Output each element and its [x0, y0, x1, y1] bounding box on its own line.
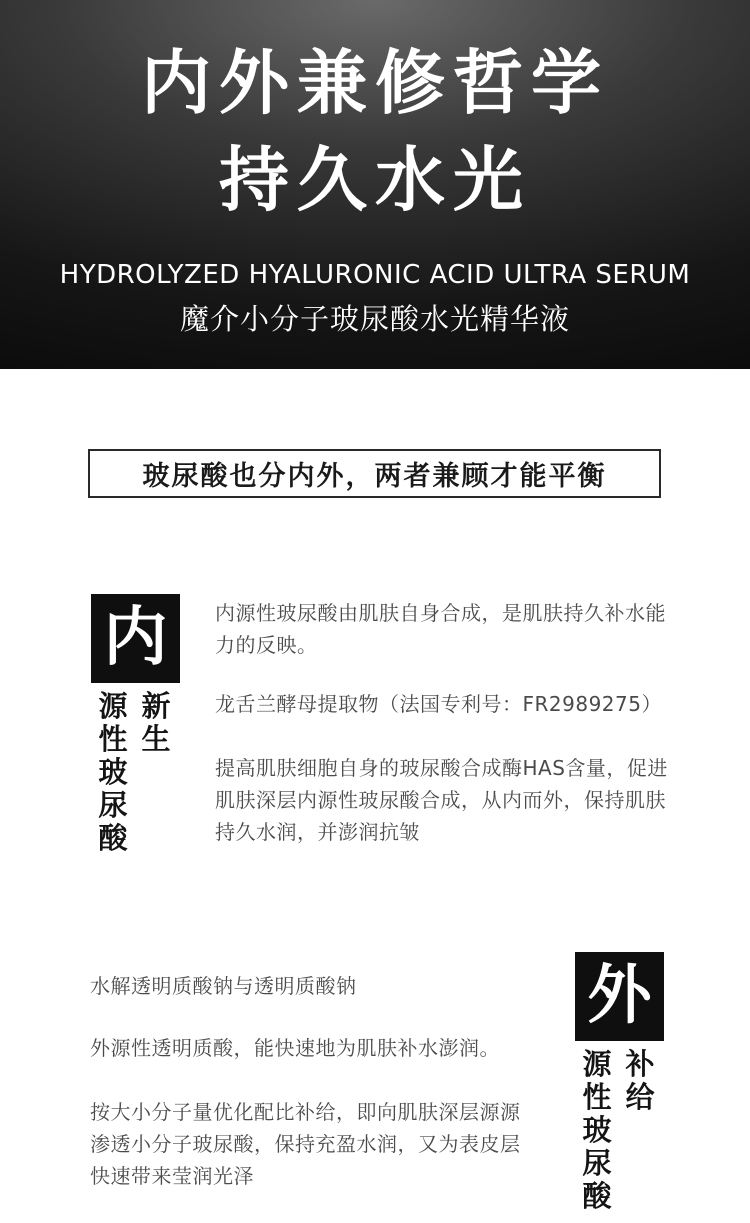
outer-paragraph-2: 外源性透明质酸，能快速地为肌肤补水澎润。 [90, 1036, 500, 1060]
product-name-english: HYDROLYZED HYALURONIC ACID ULTRA SERUM [59, 260, 691, 290]
inner-paragraph-1: 内源性玻尿酸由肌肤自身合成，是肌肤持久补水能力的反映。 [215, 601, 666, 657]
inner-badge: 内 [91, 594, 180, 683]
inner-vertical-label-a: 源性玻尿酸 [98, 689, 128, 855]
outer-paragraph-3: 按大小分子量优化配比补给，即向肌肤深层源源渗透小分子玻尿酸，保持充盈水润，又为表皮层快速带来莹润光泽 [90, 1100, 521, 1188]
product-name-chinese: 魔介小分子玻尿酸水光精华液 [179, 302, 570, 336]
outer-badge: 外 [575, 952, 664, 1041]
title-line-2: 持久水光 [219, 139, 531, 221]
hero-banner [0, 0, 750, 369]
section-heading: 玻尿酸也分内外，两者兼顾才能平衡 [88, 449, 661, 498]
outer-vertical-label-a: 源性玻尿酸 [582, 1047, 612, 1213]
outer-paragraph-1: 水解透明质酸钠与透明质酸钠 [90, 974, 357, 998]
outer-vertical-label-b: 补给 [625, 1047, 655, 1114]
title-line-1: 内外兼修哲学 [141, 42, 609, 124]
inner-paragraph-3: 提高肌肤细胞自身的玻尿酸合成酶HAS含量，促进肌肤深层内源性玻尿酸合成，从内而外，保持肌肤持久水润，并澎润抗皱 [215, 756, 668, 844]
inner-paragraph-2: 龙舌兰酵母提取物（法国专利号：FR2989275） [215, 692, 662, 716]
inner-vertical-label-b: 新生 [141, 689, 171, 756]
